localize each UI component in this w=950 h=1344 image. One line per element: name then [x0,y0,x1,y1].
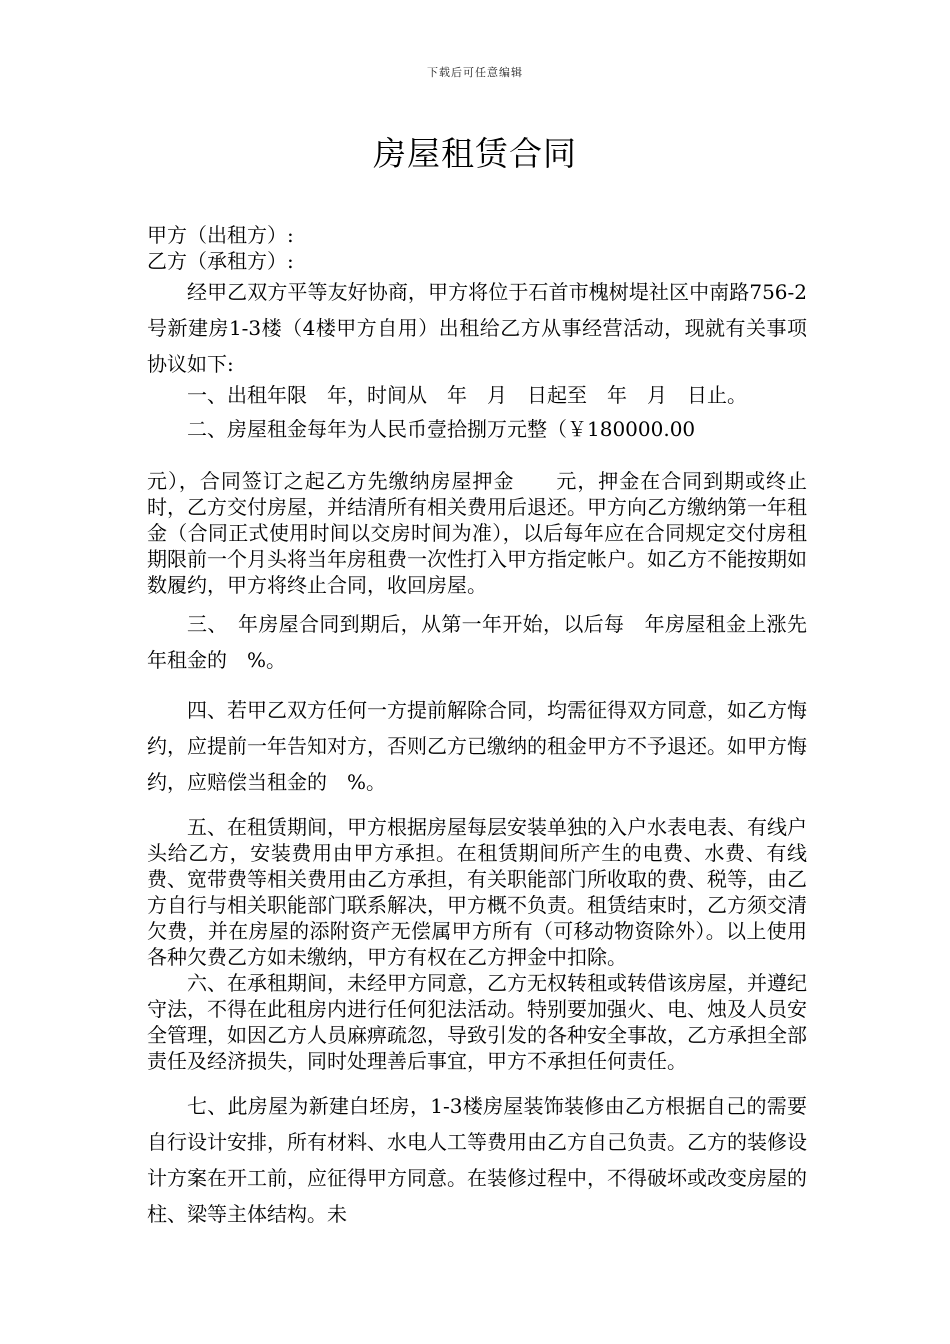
intro-paragraph: 经甲乙双方平等友好协商，甲方将位于石首市槐树堤社区中南路756-2号新建房1-3楼（4楼甲方自用）出租给乙方从事经营活动，现就有关事项协议如下: [147,280,807,376]
clause-2-first-line: 二、房屋租金每年为人民币壹拾捌万元整（￥180000.00 [187,417,696,441]
clause-6: 六、在承租期间，未经甲方同意，乙方无权转租或转借该房屋，并遵纪守法，不得在此租房内进行任何犯法活动。特别要加强火、电、烛及人员安全管理，如因乙方人员麻痹疏忽，导致引发的各种安全事故，乙方承担全部责任及经济损失，同时处理善后事宜，甲方不承担任何责任。 [147,971,807,1073]
clause-7: 七、此房屋为新建白坯房，1-3楼房屋装饰装修由乙方根据自己的需要自行设计安排，所有材料、水电人工等费用由乙方自己负责。乙方的装修设计方案在开工前，应征得甲方同意。在装修过程中，不得破坏或改变房屋的柱、梁等主体结构。未 [147,1094,807,1226]
party-b-line: 乙方（承租方）: [147,249,294,273]
document-body [147,222,807,1232]
clause-1: 一、出租年限 年，时间从 年 月 日起至 年 月 日止。 [187,383,747,407]
party-a-line: 甲方（出租方）: [147,223,294,247]
clause-2-rest: 元），合同签订之起乙方先缴纳房屋押金 元，押金在合同到期或终止时，乙方交付房屋，并结清所有相关费用后退还。甲方向乙方缴纳第一年租金（合同正式使用时间以交房时间为准），以后每年应在合同规定交付房租期限前一个月头将当年房租费一次性打入甲方指定帐户。如乙方不能按期如数履约，甲方将终止合同，收回房屋。 [147,469,807,597]
clause-5: 五、在租赁期间，甲方根据房屋每层安装单独的入户水表电表、有线户头给乙方，安装费用由甲方承担。在租赁期间所产生的电费、水费、有线费、宽带费等相关费用由乙方承担，有关职能部门所收取的费、税等，由乙方自行与相关职能部门联系解决，甲方概不负责。租赁结束时，乙方须交清欠费，并在房屋的添附资产无偿属甲方所有（可移动物资除外）。以上使用各种欠费乙方如未缴纳，甲方有权在乙方押金中扣除。 [147,815,807,969]
clause-3: 三、 年房屋合同到期后，从第一年开始，以后每 年房屋租金上涨先年租金的 %。 [147,612,807,672]
header-note: 下载后可任意编辑 [427,66,523,79]
document-title: 房屋租赁合同 [373,134,577,173]
clause-4: 四、若甲乙双方任何一方提前解除合同，均需征得双方同意，如乙方悔约，应提前一年告知对方，否则乙方已缴纳的租金甲方不予退还。如甲方悔约，应赔偿当租金的 %。 [147,698,807,794]
